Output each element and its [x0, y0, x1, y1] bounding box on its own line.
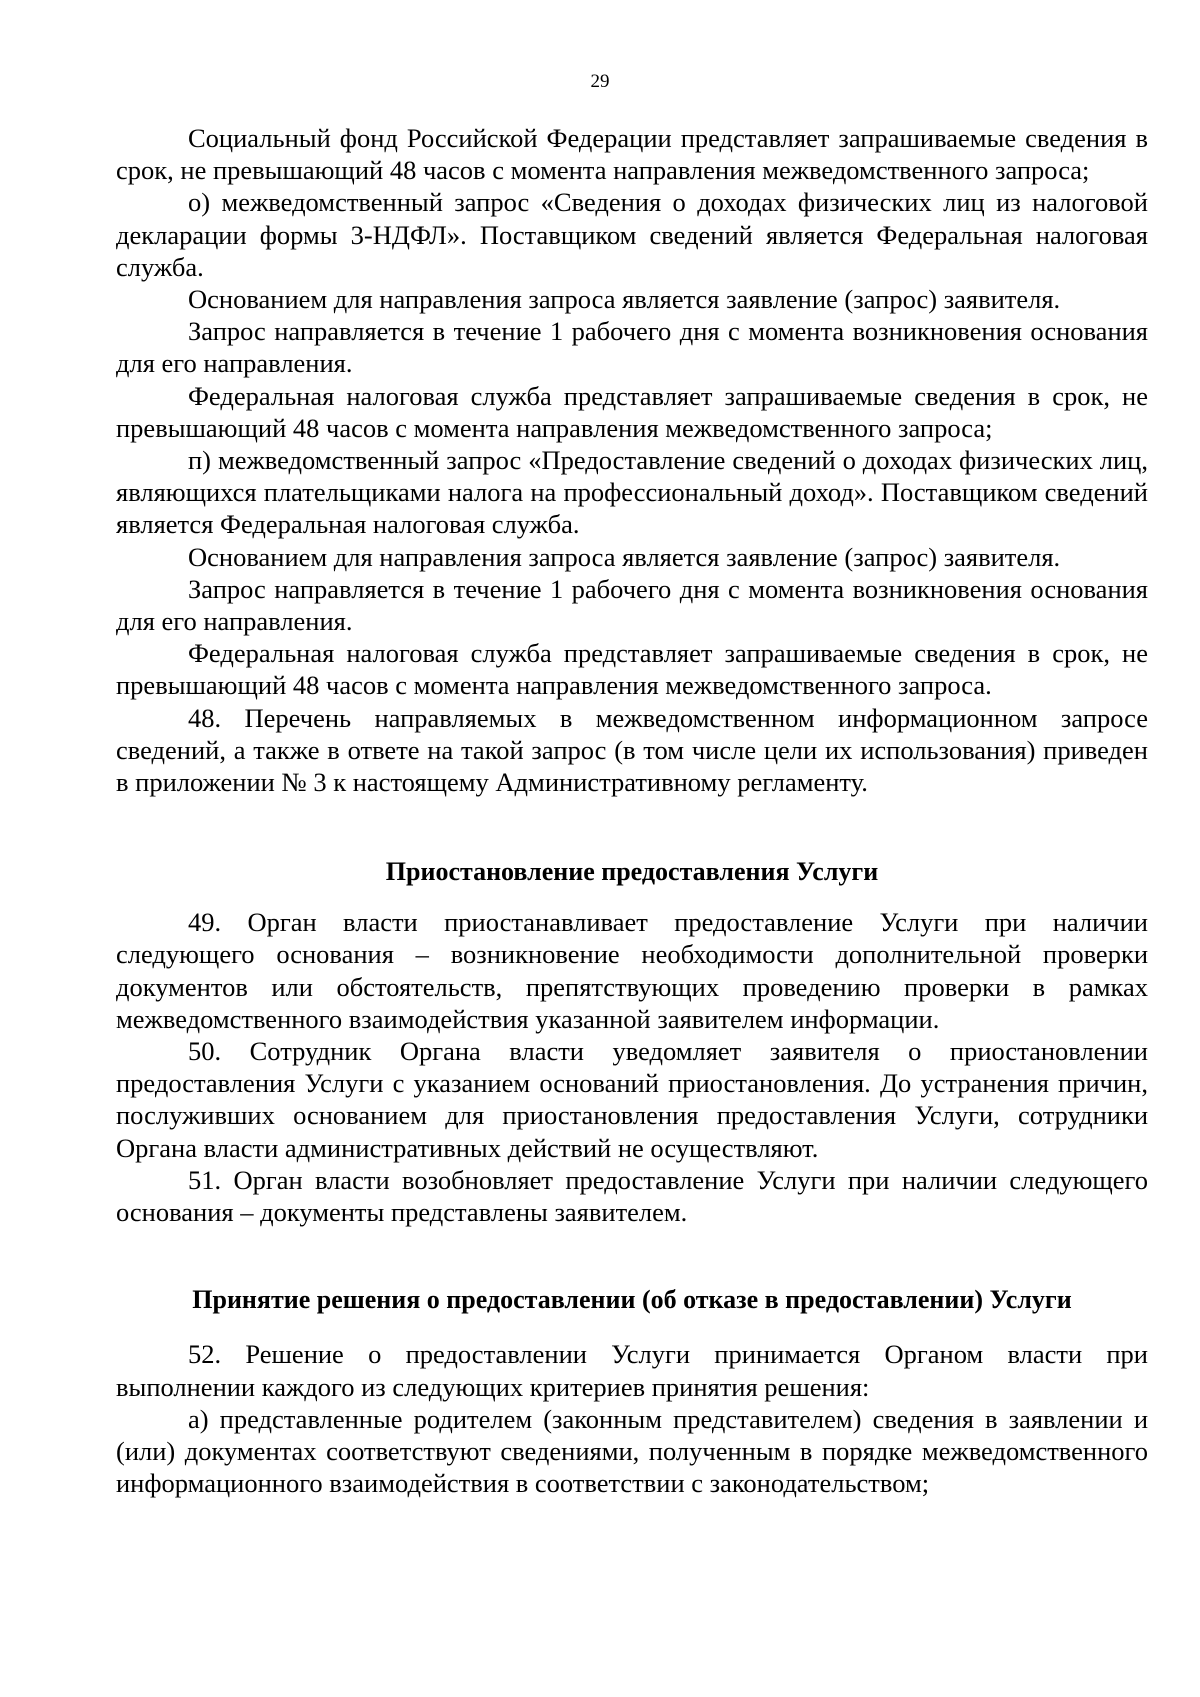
- paragraph: Основанием для направления запроса является заявление (запрос) заявителя.: [188, 541, 1061, 572]
- paragraph: Основанием для направления запроса является заявление (запрос) заявителя.: [188, 284, 1061, 315]
- paragraph-49: 49. Орган власти приостанавливает предоставление Услуги при наличии следующего основания – возникновение необходимости дополнительной проверки документов или обстоятельств, препятствующих проведению проверки в рамках межведомственного взаимодействия указанной заявителем информации.: [116, 907, 1148, 1034]
- section-heading-decision: Принятие решения о предоставлении (об отказе в предоставлении) Услуги: [192, 1285, 1072, 1315]
- paragraph-item-p: п) межведомственный запрос «Предоставление сведений о доходах физических лиц, являющихся плательщиками налога на профессиональный доход». Поставщиком сведений является Федеральная налоговая служба.: [116, 445, 1148, 540]
- paragraph-52: 52. Решение о предоставлении Услуги принимается Органом власти при выполнении каждого из следующих критериев принятия решения:: [116, 1339, 1148, 1402]
- paragraph: Социальный фонд Российской Федерации представляет запрашиваемые сведения в срок, не превышающий 48 часов с момента направления межведомственного запроса;: [116, 123, 1148, 186]
- paragraph-item-o: о) межведомственный запрос «Сведения о доходах физических лиц из налоговой декларации формы 3-НДФЛ». Поставщиком сведений является Федеральная налоговая служба.: [116, 187, 1148, 282]
- paragraph-50: 50. Сотрудник Органа власти уведомляет заявителя о приостановлении предоставления Услуги с указанием оснований приостановления. До устранения причин, послуживших основанием для приостановления предоставления Услуги, сотрудники Органа власти административных действий не осуществляют.: [116, 1036, 1148, 1163]
- paragraph: Запрос направляется в течение 1 рабочего дня с момента возникновения основания для его направления.: [116, 316, 1148, 379]
- spacer: [116, 1316, 1148, 1338]
- paragraph: Федеральная налоговая служба представляет запрашиваемые сведения в срок, не превышающий 48 часов с момента направления межведомственного запроса;: [116, 380, 1148, 443]
- paragraph: Запрос направляется в течение 1 рабочего дня с момента возникновения основания для его направления.: [116, 573, 1148, 637]
- page-number: 29: [590, 71, 610, 92]
- spacer: [116, 888, 1148, 906]
- document-body: [116, 122, 1148, 1499]
- spacer: [116, 1228, 1148, 1284]
- paragraph: Федеральная налоговая служба представляет запрашиваемые сведения в срок, не превышающий 48 часов с момента направления межведомственного запроса.: [116, 638, 1148, 701]
- spacer: [116, 798, 1148, 856]
- paragraph-48: 48. Перечень направляемых в межведомственном информационном запросе сведений, а также в ответе на такой запрос (в том числе цели их использования) приведен в приложении № 3 к настоящему Административному регламенту.: [116, 702, 1148, 798]
- section-heading-suspension: Приостановление предоставления Услуги: [385, 857, 879, 887]
- paragraph-51: 51. Орган власти возобновляет предоставление Услуги при наличии следующего основания – документы представлены заявителем.: [116, 1164, 1148, 1228]
- paragraph-item-a: а) представленные родителем (законным представителем) сведения в заявлении и (или) документах соответствуют сведениями, полученным в порядке межведомственного информационного взаимодействия в соответствии с законодательством;: [116, 1403, 1148, 1499]
